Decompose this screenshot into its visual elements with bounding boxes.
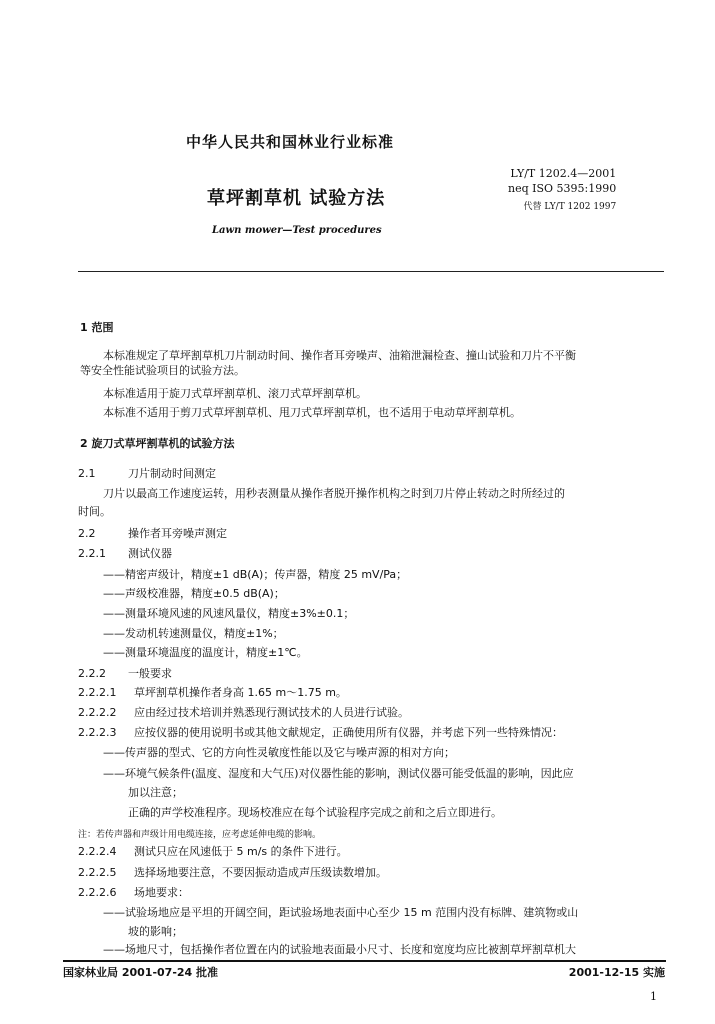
instrument-item-4: ——发动机转速测量仪，精度±1%；: [103, 627, 284, 640]
instrument-item-5: ——测量环境温度的温度计，精度±1℃。: [103, 646, 308, 659]
section-2-1-para: 刀片以最高工作速度运转，用秒表测量从操作者脱开操作机构之时到刀片停止转动之时所经过的: [103, 487, 565, 500]
section-title: 一般要求: [128, 667, 172, 680]
footer-divider: [63, 960, 666, 962]
section-2-2-heading: [78, 527, 227, 541]
section-2-2-2-4: [78, 845, 348, 859]
section-number: 2.2.2: [78, 667, 106, 680]
section-number: 2.2.2.1: [78, 686, 117, 699]
section-title: 刀片制动时间测定: [128, 467, 216, 480]
section-1-para-1: 本标准规定了草坪割草机刀片制动时间、操作者耳旁噪声、油箱泄漏检查、撞山试验和刀片不平衡: [103, 349, 576, 362]
condition-item-2-cont: 加以注意；: [128, 786, 183, 799]
note: 注：若传声器和声级计用电缆连接，应考虑延伸电缆的影响。: [78, 830, 322, 840]
section-1-para-1-cont: 等安全性能试验项目的试验方法。: [80, 364, 245, 377]
org-title: 中华人民共和国林业行业标准: [186, 133, 395, 151]
section-1-para-2: 本标准适用于旋刀式草坪割草机、滚刀式草坪割草机。: [103, 387, 367, 400]
page-number: 1: [650, 990, 657, 1003]
section-2-2-2-1: [78, 686, 347, 700]
site-item-1-cont: 坡的影响；: [128, 925, 183, 938]
section-2-2-2-6: [78, 886, 189, 900]
condition-item-3: 正确的声学校准程序。现场校准应在每个试验程序完成之前和之后立即进行。: [128, 806, 502, 819]
instrument-item-1: ——精密声级计，精度±1 dB(A)；传声器，精度 25 mV/Pa；: [103, 568, 408, 581]
header-divider: [78, 271, 664, 272]
section-number: 2.2.2.3: [78, 726, 117, 739]
section-number: 2.2.2.4: [78, 845, 117, 858]
document-subtitle: Lawn mower—Test procedures: [212, 225, 382, 236]
section-number: 2.2.2.6: [78, 886, 117, 899]
section-text: 选择场地要注意，不要因振动造成声压级读数增加。: [134, 866, 387, 879]
section-text: 测试只应在风速低于 5 m/s 的条件下进行。: [134, 845, 348, 858]
section-number: 2.2.2.5: [78, 866, 117, 879]
section-number: 2.1: [78, 467, 96, 480]
section-2-heading: 2 旋刀式草坪割草机的试验方法: [80, 437, 235, 450]
section-title: 操作者耳旁噪声测定: [128, 527, 227, 540]
section-2-1-para-cont: 时间。: [78, 505, 111, 518]
section-text: 场地要求：: [134, 886, 189, 899]
condition-item-2: ——环境气候条件(温度、湿度和大气压)对仪器性能的影响，测试仪器可能受低温的影响，因此应: [103, 767, 574, 780]
instrument-item-2: ——声级校准器，精度±0.5 dB(A)；: [103, 587, 285, 600]
section-number: 2.2.2.2: [78, 706, 117, 719]
implementation-line: 2001-12-15 实施: [568, 966, 665, 979]
section-2-2-1-heading: [78, 547, 172, 561]
section-number: 2.2: [78, 527, 96, 540]
standard-number-block: [508, 166, 616, 215]
section-2-2-2-3: [78, 726, 563, 740]
document-title: 草坪割草机 试验方法: [207, 188, 386, 209]
section-2-2-2-5: [78, 866, 387, 880]
site-item-2: ——场地尺寸，包括操作者位置在内的试验地表面最小尺寸、长度和宽度均应比被割草坪割草机大: [103, 943, 576, 956]
section-number: 2.2.1: [78, 547, 106, 560]
instrument-item-3: ——测量环境风速的风速风量仪，精度±3%±0.1；: [103, 607, 355, 620]
section-text: 应由经过技术培训并熟悉现行测试技术的人员进行试验。: [134, 706, 409, 719]
section-1-heading: 1 范围: [80, 321, 114, 334]
approval-line: 国家林业局 2001-07-24 批准: [63, 966, 219, 979]
site-item-1: ——试验场地应是平坦的开阔空间，距试验场地表面中心至少 15 m 范围内没有标牌、建筑物或山: [103, 906, 579, 919]
section-2-1-heading: [78, 467, 216, 481]
section-title: 测试仪器: [128, 547, 172, 560]
section-1-para-3: 本标准不适用于剪刀式草坪割草机、甩刀式草坪割草机，也不适用于电动草坪割草机。: [103, 406, 521, 419]
section-2-2-2-2: [78, 706, 409, 720]
condition-item-1: ——传声器的型式、它的方向性灵敏度性能以及它与噪声源的相对方向；: [103, 746, 455, 759]
section-text: 草坪割草机操作者身高 1.65 m～1.75 m。: [134, 686, 347, 699]
section-text: 应按仪器的使用说明书或其他文献规定，正确使用所有仪器，并考虑下列一些特殊情况：: [134, 726, 563, 739]
standard-number: LY/T 1202.4—2001: [510, 167, 617, 180]
section-2-2-2-heading: [78, 667, 172, 681]
standard-replaces: 代替 LY/T 1202 1997: [523, 202, 617, 212]
standard-equivalence: neq ISO 5395:1990: [508, 182, 617, 195]
